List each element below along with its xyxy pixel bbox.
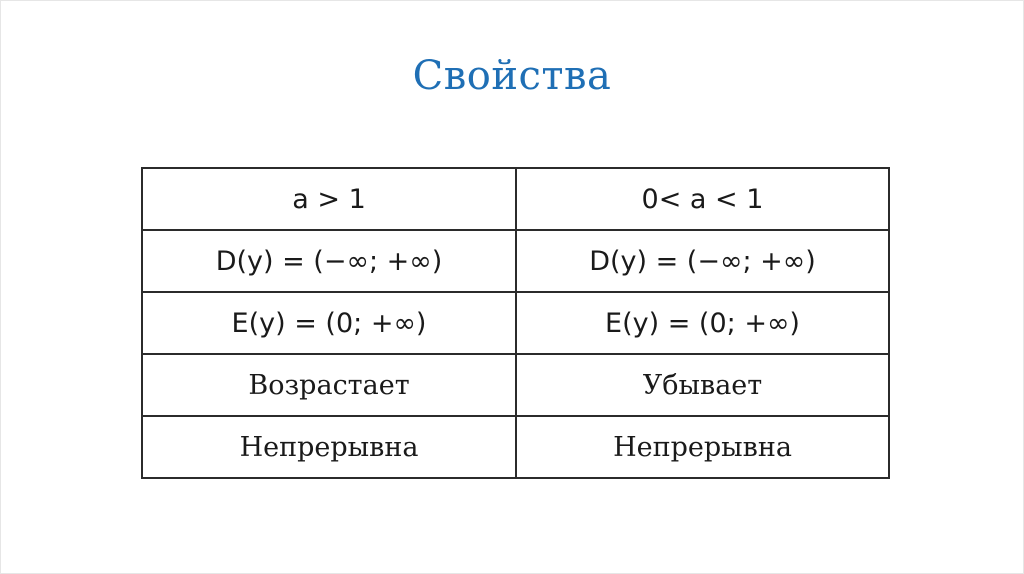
table-cell-range-left: E(y) = (0; +∞) [142,292,516,354]
table-cell-monotonicity-left: Возрастает [142,354,516,416]
table-cell-monotonicity-right: Убывает [516,354,889,416]
slide-title: Свойства [412,53,612,99]
table-cell-domain-left: D(y) = (−∞; +∞) [142,230,516,292]
table-row-condition [142,168,889,230]
table-cell-domain-right: D(y) = (−∞; +∞) [516,230,889,292]
table-row-monotonicity [142,354,889,416]
table-cell-condition-right: 0< a < 1 [516,168,889,230]
table-row-range [142,292,889,354]
properties-table [141,167,890,479]
table-cell-condition-left: a > 1 [142,168,516,230]
table-cell-range-right: E(y) = (0; +∞) [516,292,889,354]
table-row-continuity [142,416,889,478]
table-cell-continuity-left: Непрерывна [142,416,516,478]
table-row-domain [142,230,889,292]
table-cell-continuity-right: Непрерывна [516,416,889,478]
